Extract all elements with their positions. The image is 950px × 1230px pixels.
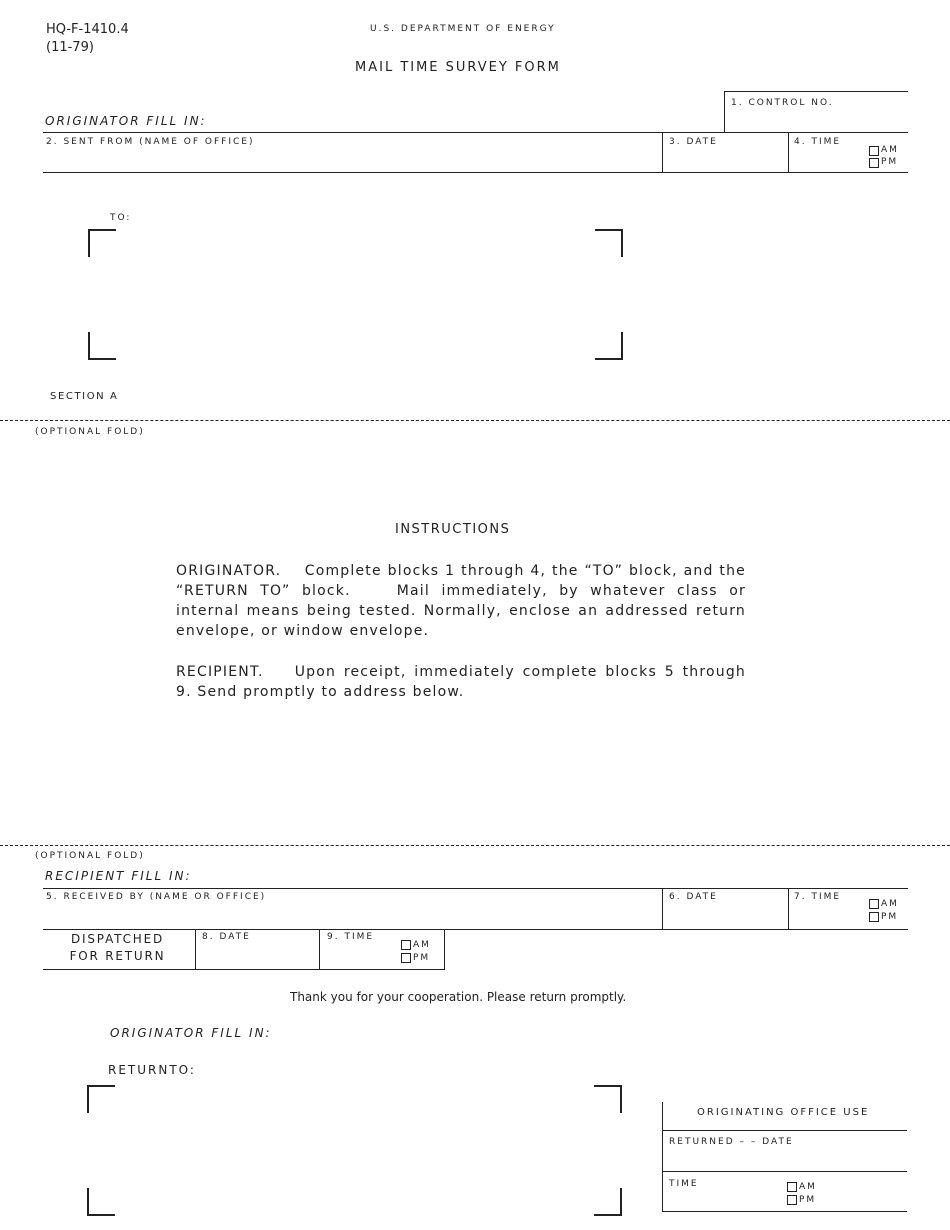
dispatch-pm-label: PM xyxy=(413,953,431,963)
recipient-date-field[interactable] xyxy=(666,906,784,926)
agency-name: U.S. DEPARTMENT OF ENERGY xyxy=(370,24,556,34)
recipient-row-top-line xyxy=(43,888,908,889)
returned-date-label: RETURNED – – DATE xyxy=(669,1137,794,1147)
date-label: 3. DATE xyxy=(669,137,718,147)
dispatch-time-field[interactable] xyxy=(326,946,396,966)
time-divider xyxy=(788,132,789,173)
control-box-left xyxy=(724,91,725,132)
control-no-label: 1. CONTROL NO. xyxy=(731,98,834,108)
returned-pm-label: PM xyxy=(799,1195,817,1205)
originator-fill-heading: ORIGINATOR FILL IN: xyxy=(45,114,207,128)
dispatch-time-divider xyxy=(319,929,320,970)
office-use-divider-1 xyxy=(662,1130,907,1131)
am-checkbox[interactable] xyxy=(869,146,879,156)
sent-from-label: 2. SENT FROM (NAME OF OFFICE) xyxy=(46,137,255,147)
to-label: TO: xyxy=(110,213,132,223)
fold-label-top: (OPTIONAL FOLD) xyxy=(35,427,145,437)
dispatch-am-checkbox[interactable] xyxy=(401,940,411,950)
dispatched-line-2: FOR RETURN xyxy=(69,949,166,963)
recipient-fill-heading: RECIPIENT FILL IN: xyxy=(45,869,192,883)
recipient-pm-label: PM xyxy=(881,912,899,922)
sent-from-field[interactable] xyxy=(46,150,656,170)
returned-date-field[interactable] xyxy=(666,1150,904,1169)
section-a-label: SECTION A xyxy=(50,391,119,402)
row-top-line xyxy=(43,132,908,133)
recipient-time-label: 7. TIME xyxy=(794,892,842,902)
recipient-am-checkbox[interactable] xyxy=(869,899,879,909)
originator-instructions: ORIGINATOR. Complete blocks 1 through 4, the “TO” block, and the “RETURN TO” block. Mail immediately, by whatever class or internal means being tested. Normally, enclose an addressed return envelope, or window envelope. xyxy=(176,563,752,639)
control-box-top xyxy=(724,91,908,92)
form-revision: (11-79) xyxy=(46,40,94,55)
time-field[interactable] xyxy=(794,150,860,170)
pm-checkbox[interactable] xyxy=(869,158,879,168)
recipient-time-field[interactable] xyxy=(794,906,860,926)
dispatched-line-1: DISPATCHED xyxy=(71,932,164,946)
control-no-field[interactable] xyxy=(726,110,906,130)
am-label: AM xyxy=(881,145,899,155)
office-use-bottom-line xyxy=(662,1211,907,1212)
office-use-left-line xyxy=(662,1102,663,1212)
form-number: HQ-F-1410.4 xyxy=(46,22,129,37)
recipient-pm-checkbox[interactable] xyxy=(869,912,879,922)
to-address-area[interactable] xyxy=(95,236,615,354)
office-use-divider-2 xyxy=(662,1171,907,1172)
returned-time-field[interactable] xyxy=(666,1192,776,1209)
recipient-time-divider xyxy=(788,888,789,929)
dispatch-date-field[interactable] xyxy=(200,946,314,966)
instructions-heading: INSTRUCTIONS xyxy=(395,522,511,537)
recipient-row-bottom-line xyxy=(43,929,908,930)
returned-time-label: TIME xyxy=(669,1179,699,1189)
time-label: 4. TIME xyxy=(794,137,842,147)
row-bottom-line xyxy=(43,172,908,173)
originator-fill-heading-return: ORIGINATOR FILL IN: xyxy=(110,1026,272,1040)
office-use-heading: ORIGINATING OFFICE USE xyxy=(697,1107,870,1118)
dispatch-date-divider xyxy=(195,929,196,970)
dispatch-end-divider xyxy=(444,929,445,970)
dispatch-am-label: AM xyxy=(413,940,431,950)
returned-am-checkbox[interactable] xyxy=(787,1182,797,1192)
date-field[interactable] xyxy=(666,150,784,170)
fold-label-bottom: (OPTIONAL FOLD) xyxy=(35,851,145,861)
recipient-instructions: RECIPIENT. Upon receipt, immediately complete blocks 5 through 9. Send promptly to address below. xyxy=(176,664,752,700)
recipient-date-divider xyxy=(662,888,663,929)
dispatch-time-label: 9. TIME xyxy=(327,932,375,942)
dispatch-row-bottom-line xyxy=(43,969,445,970)
return-to-label: RETURNTO: xyxy=(108,1063,196,1077)
pm-label: PM xyxy=(881,157,899,167)
date-divider xyxy=(662,132,663,173)
instructions-body xyxy=(176,561,752,723)
thank-you-note: Thank you for your cooperation. Please return promptly. xyxy=(290,990,627,1004)
recipient-am-label: AM xyxy=(881,899,899,909)
received-by-label: 5. RECEIVED BY (NAME OR OFFICE) xyxy=(46,892,267,902)
fold-line-bottom xyxy=(0,845,950,846)
fold-line-top xyxy=(0,420,950,421)
dispatch-pm-checkbox[interactable] xyxy=(401,953,411,963)
recipient-date-label: 6. DATE xyxy=(669,892,718,902)
dispatch-date-label: 8. DATE xyxy=(202,932,251,942)
received-by-field[interactable] xyxy=(46,906,656,926)
dispatched-for-return-label xyxy=(50,931,185,965)
returned-am-label: AM xyxy=(799,1182,817,1192)
returned-pm-checkbox[interactable] xyxy=(787,1195,797,1205)
form-title: MAIL TIME SURVEY FORM xyxy=(355,60,561,75)
return-address-area[interactable] xyxy=(94,1092,614,1210)
